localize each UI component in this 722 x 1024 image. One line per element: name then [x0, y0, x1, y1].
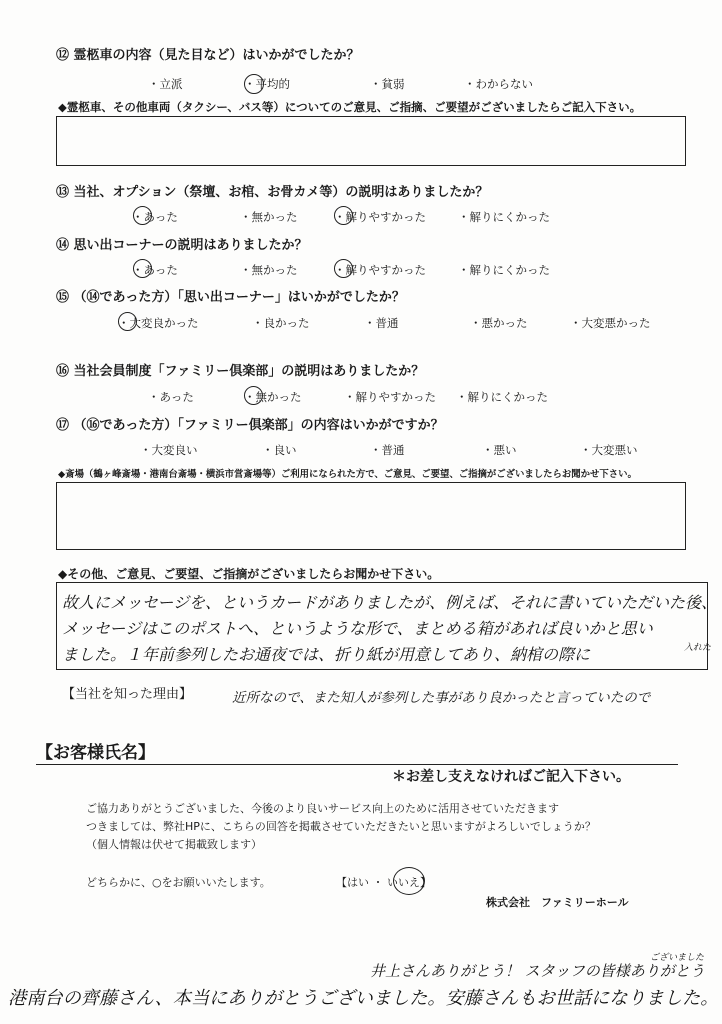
q17-question: ⑰ （⑯であった方）「ファミリー倶楽部」の内容はいかがですか？ [56, 418, 444, 433]
q15-option-3[interactable]: ・普通 [364, 316, 399, 330]
q17-option-3[interactable]: ・普通 [370, 443, 405, 457]
q17-option-1[interactable]: ・大変良い [140, 443, 198, 457]
q14-option-1[interactable]: ・あった [132, 263, 178, 277]
q12-option-3[interactable]: ・貧弱 [370, 77, 405, 91]
q15-question: ⑮ （⑭であった方）「思い出コーナー」はいかがでしたか？ [56, 290, 405, 305]
footer-handwriting-2: 港南台の齊藤さん、本当にありがとうございました。安藤さんもお世話になりました。 [8, 988, 719, 1009]
hearse-comment-box[interactable] [56, 116, 686, 166]
q16-option-4[interactable]: ・解りにくかった [456, 390, 548, 404]
thanks-line-1: ご協力ありがとうございました、今後のより良いサービス向上のために活用させていただきます [86, 802, 559, 815]
name-optional-note: ＊お差し支えなければご記入下さい。 [392, 769, 630, 785]
q12-option-1[interactable]: ・立派 [148, 77, 183, 91]
name-underline [36, 764, 678, 765]
choose-instruction: どちらかに、○をお願いいたします。 [86, 876, 271, 889]
other-comment-line-3: ました。１年前参列したお通夜では、折り紙が用意してあり、納棺の際に [62, 645, 591, 664]
selected-mark-circle [393, 867, 425, 895]
selected-mark-circle [334, 259, 353, 278]
q14-question: ⑭ 思い出コーナーの説明はありましたか？ [56, 238, 308, 253]
selected-mark-circle [118, 312, 137, 331]
selected-mark-circle [244, 386, 263, 405]
q15-option-1[interactable]: ・大変良かった [118, 316, 199, 330]
other-comment-line-1: 故人にメッセージを、というカードがありましたが、例えば、それに書いていただいた後、 [62, 593, 718, 612]
q15-option-4[interactable]: ・悪かった [470, 316, 528, 330]
q13-question: ⑬ 当社、オプション（祭壇、お棺、お骨カメ等）の説明はありましたか？ [56, 185, 489, 200]
q16-option-3[interactable]: ・解りやすかった [344, 390, 436, 404]
other-comment-label: ◆その他、ご意見、ご要望、ご指摘がございましたらお聞かせ下さい。 [58, 567, 440, 581]
reason-label: 【当社を知った理由】 [62, 687, 193, 702]
crematorium-comment-box[interactable] [56, 482, 686, 550]
crematorium-comment-label: ◆斎場（鶴ヶ峰斎場・港南台斎場・横浜市営斎場等）ご利用になられた方で、ご意見、ご要望、ご指摘がございましたらお聞かせ下さい。 [58, 469, 637, 480]
consent-choice[interactable]: 【はい ・ いいえ】 [336, 876, 431, 889]
name-label: 【お客様氏名】 [36, 743, 155, 763]
selected-mark-circle [133, 206, 152, 225]
footer-handwriting-1b: ございました [650, 953, 705, 963]
thanks-line-2: つきましては、弊社HPに、こちらの回答を掲載させていただきたいと思いますがよろしいでしょうか？ [86, 820, 596, 833]
q16-question: ⑯ 当社会員制度「ファミリー倶楽部」の説明はありましたか？ [56, 364, 425, 379]
q12-option-2[interactable]: ・平均的 [244, 77, 290, 91]
q14-option-3[interactable]: ・解りやすかった [334, 263, 426, 277]
q13-option-4[interactable]: ・解りにくかった [458, 210, 550, 224]
footer-handwriting-1: 井上さんありがとう！ スタッフの皆様ありがとう [370, 962, 705, 980]
q16-option-1[interactable]: ・あった [148, 390, 194, 404]
other-comment-extra: 入れた [684, 643, 712, 653]
thanks-line-3: （個人情報は伏せて掲載致します） [86, 838, 262, 851]
q13-option-2[interactable]: ・無かった [240, 210, 298, 224]
hearse-comment-label: ◆霊柩車、その他車両（タクシー、バス等）についてのご意見、ご指摘、ご要望がございましたらご記入下さい。 [58, 100, 642, 114]
q12-question: ⑫ 霊柩車の内容（見た目など）はいかがでしたか？ [56, 48, 360, 63]
q15-option-2[interactable]: ・良かった [252, 316, 310, 330]
q17-option-5[interactable]: ・大変悪い [580, 443, 638, 457]
selected-mark-circle [133, 259, 152, 278]
q17-option-4[interactable]: ・悪い [482, 443, 517, 457]
selected-mark-circle [334, 206, 353, 225]
q12-option-4[interactable]: ・わからない [464, 77, 533, 91]
q14-option-4[interactable]: ・解りにくかった [458, 263, 550, 277]
q13-option-1[interactable]: ・あった [132, 210, 178, 224]
q17-option-2[interactable]: ・良い [262, 443, 297, 457]
other-comment-line-2: メッセージはこのポストへ、というような形で、まとめる箱があれば良いかと思い [62, 619, 653, 638]
selected-mark-circle [244, 74, 264, 94]
q14-option-2[interactable]: ・無かった [240, 263, 298, 277]
reason-answer: 近所なので、また知人が参列した事があり良かったと言っていたので [232, 690, 651, 706]
q16-option-2[interactable]: ・無かった [244, 390, 302, 404]
q15-option-5[interactable]: ・大変悪かった [570, 316, 651, 330]
company-name: 株式会社 ファミリーホール [486, 896, 629, 909]
q13-option-3[interactable]: ・解りやすかった [334, 210, 426, 224]
